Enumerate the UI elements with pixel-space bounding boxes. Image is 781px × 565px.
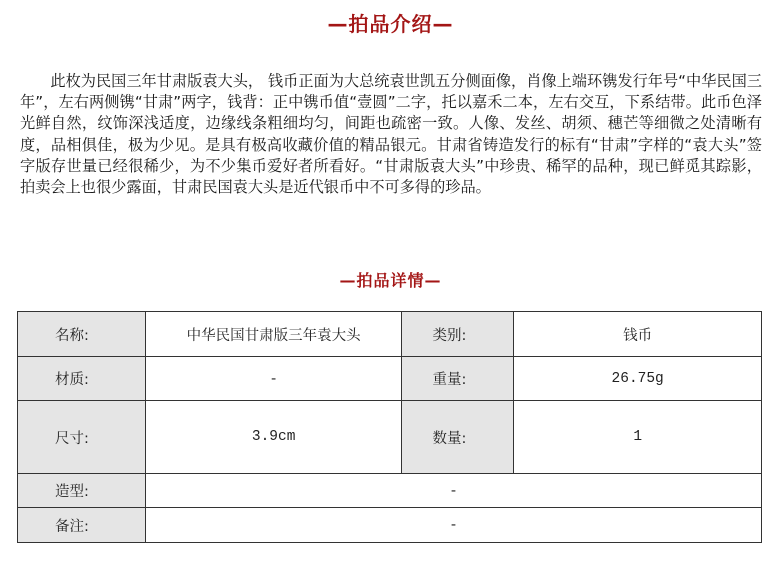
- table-row: [18, 312, 762, 357]
- name-value: 中华民国甘肃版三年袁大头: [145, 312, 402, 357]
- material-value: -: [145, 357, 402, 401]
- size-value: 3.9cm: [145, 401, 402, 474]
- details-table: [17, 311, 762, 543]
- quantity-label: 数量:: [402, 401, 514, 474]
- category-label: 类别:: [402, 312, 514, 357]
- table-row: [18, 357, 762, 401]
- size-label: 尺寸:: [18, 401, 146, 474]
- weight-value: 26.75g: [514, 357, 762, 401]
- table-row: [18, 474, 762, 508]
- remark-value: -: [145, 508, 761, 543]
- remark-label: 备注:: [18, 508, 146, 543]
- category-value: 钱币: [514, 312, 762, 357]
- weight-label: 重量:: [402, 357, 514, 401]
- intro-paragraph: 此枚为民国三年甘肃版袁大头， 钱币正面为大总统袁世凯五分侧面像，肖像上端环镌发行年号“中华民国三年”，左右两侧镌“甘肃”两字，钱背：正中镌币值“壹圆”二字，托以嘉禾二本，左右交互，下系结带。此币色泽光鲜自然，纹饰深浅适度，边缘线条粗细均匀，间距也疏密一致。人像、发丝、胡须、穗芒等细微之处清晰有度，品相俱佳，极为少见。是具有极高收藏价值的精品银元。甘肃省铸造发行的标有“甘肃”字样的“袁大头”签字版存世量已经很稀少，为不少集币爱好者所看好。“甘肃版袁大头”中珍贵、稀罕的品种，现已鲜觅其踪影，拍卖会上也很少露面，甘肃民国袁大头是近代银币中不可多得的珍品。: [20, 72, 762, 197]
- shape-label: 造型:: [18, 474, 146, 508]
- quantity-value: 1: [514, 401, 762, 474]
- material-label: 材质:: [18, 357, 146, 401]
- name-label: 名称:: [18, 312, 146, 357]
- table-row: [18, 401, 762, 474]
- shape-value: -: [145, 474, 761, 508]
- details-section-title: —拍品详情—: [339, 271, 442, 290]
- intro-section-title: —拍品介绍—: [327, 12, 454, 36]
- table-row: [18, 508, 762, 543]
